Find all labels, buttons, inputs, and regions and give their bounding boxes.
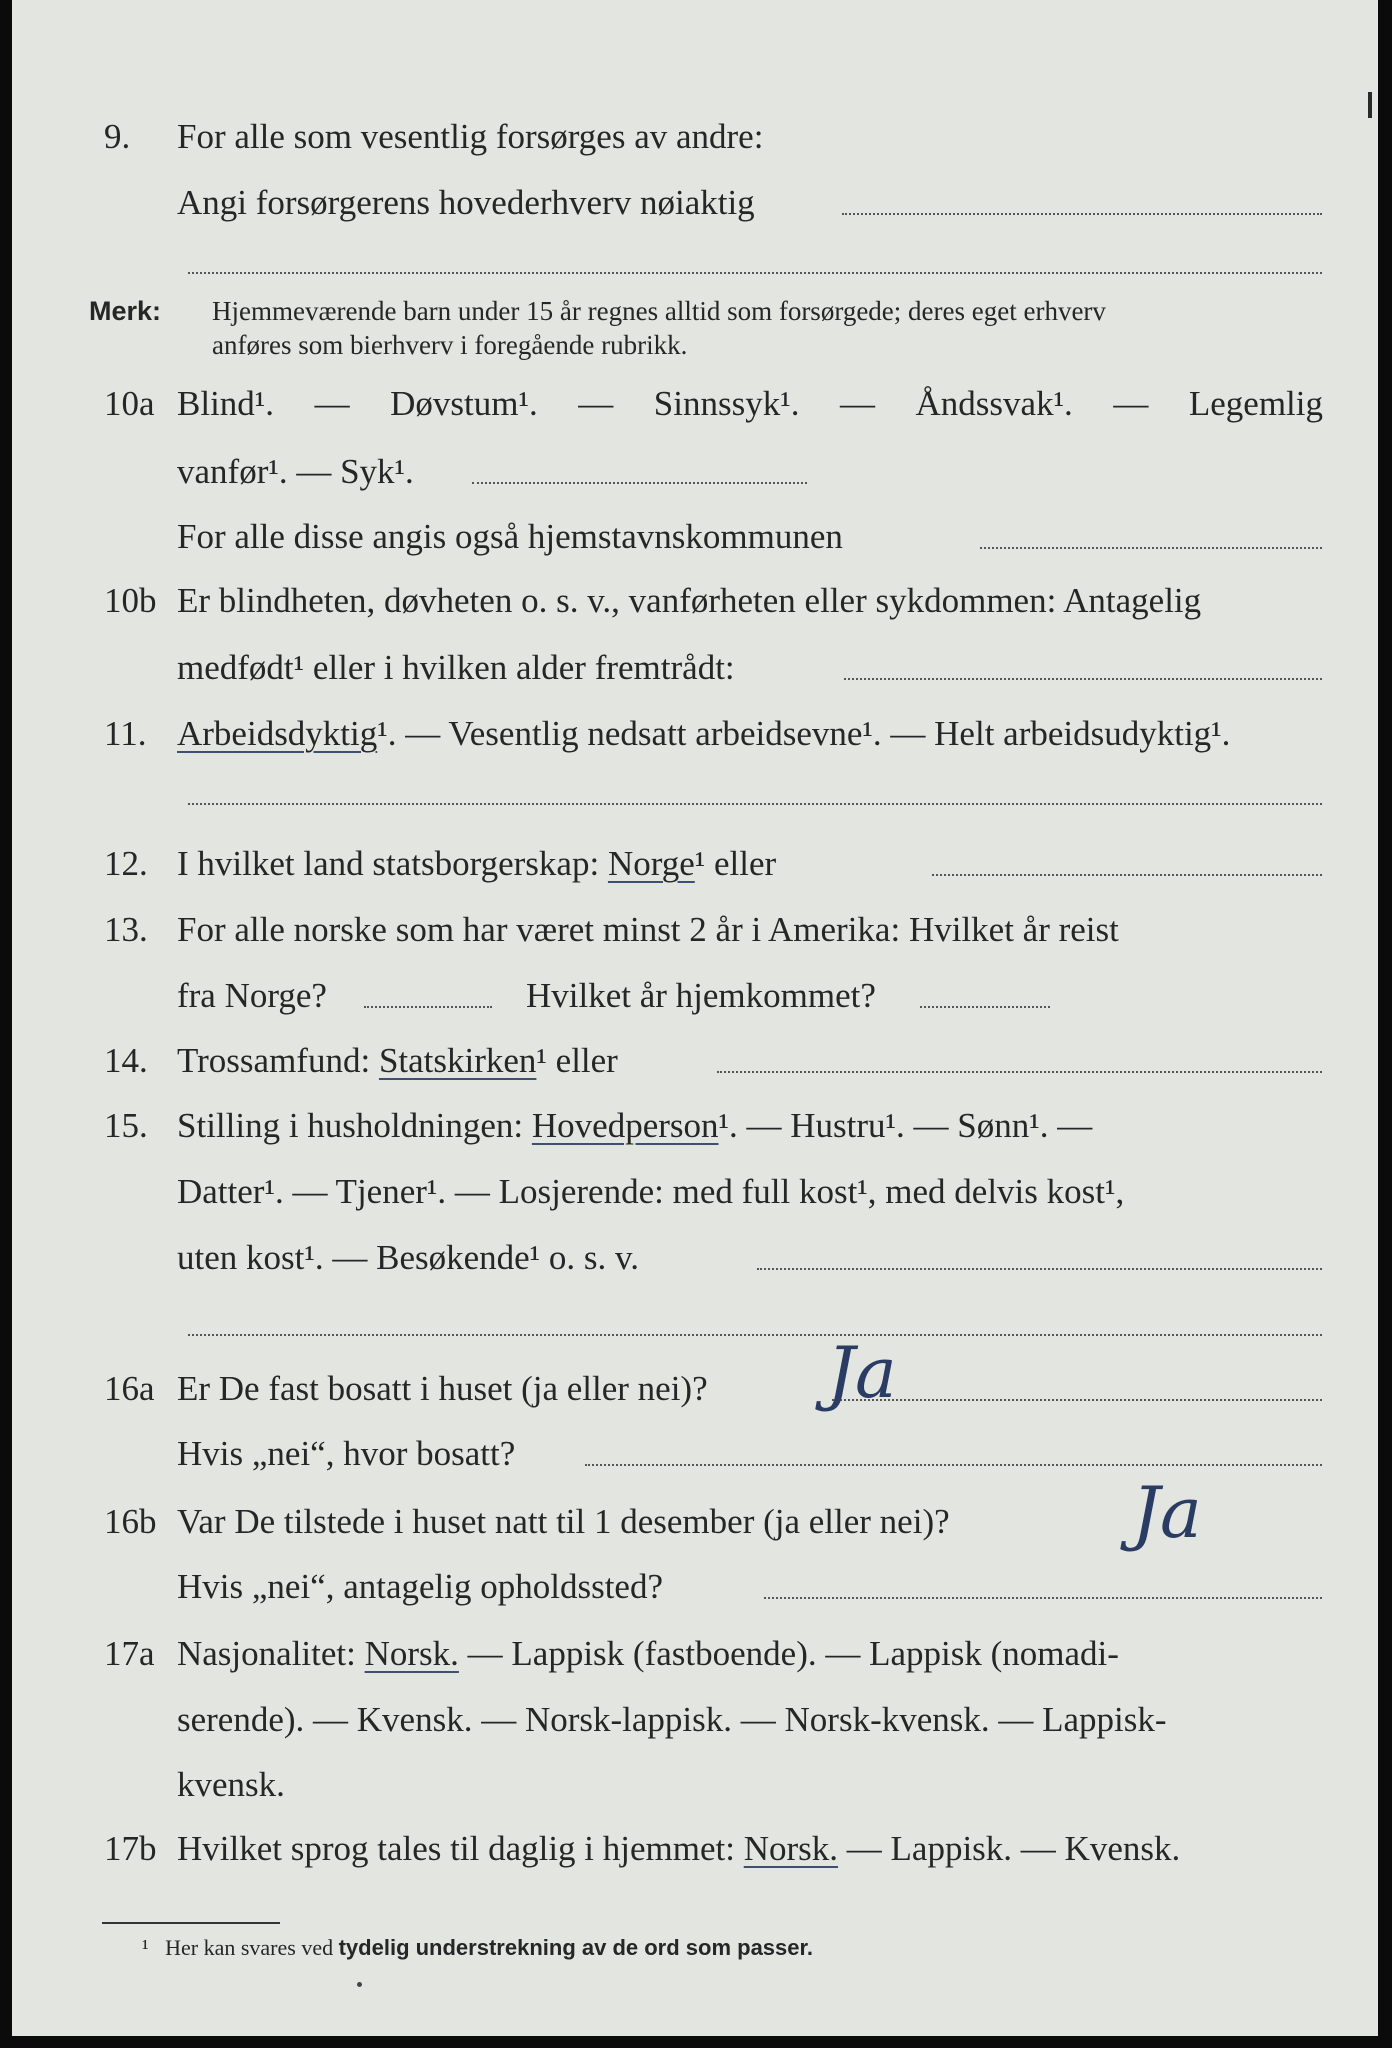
- question-number: 16a: [104, 1369, 155, 1408]
- answer-line[interactable]: [188, 1334, 1322, 1336]
- question-text: Hvis „nei“, antagelig opholdssted?: [177, 1567, 663, 1606]
- question-text: Arbeidsdyktig¹. — Vesentlig nedsatt arbeidsevne¹. — Helt arbeidsudyktig¹.: [177, 714, 1231, 753]
- question-text: fra Norge?: [177, 976, 327, 1015]
- question-text: Nasjonalitet: Norsk. — Lappisk (fastboende). — Lappisk (nomadi-: [177, 1634, 1119, 1673]
- question-number: 17a: [104, 1634, 155, 1673]
- answer-line[interactable]: [920, 1006, 1050, 1008]
- underlined-answer[interactable]: Norsk.: [364, 1634, 459, 1673]
- question-text: Datter¹. — Tjener¹. — Losjerende: med full kost¹, med delvis kost¹,: [177, 1172, 1125, 1211]
- answer-line[interactable]: [757, 1268, 1322, 1270]
- question-text: Er blindheten, døvheten o. s. v., vanførheten eller sykdommen: Antagelig: [177, 581, 1202, 620]
- question-text: For alle disse angis også hjemstavnskommunen: [177, 517, 843, 556]
- question-text: uten kost¹. — Besøkende¹ o. s. v.: [177, 1238, 640, 1277]
- question-text: vanfør¹. — Syk¹.: [177, 452, 414, 491]
- answer-line[interactable]: [980, 547, 1322, 549]
- footnote-text: Her kan svares ved: [165, 1935, 334, 1960]
- question-number: 12.: [104, 844, 148, 883]
- question-number: 16b: [104, 1502, 157, 1541]
- edge-mark: [1368, 92, 1372, 118]
- dash: —: [839, 384, 875, 423]
- dash: —: [314, 384, 350, 423]
- underlined-answer[interactable]: Arbeidsdyktig: [177, 714, 378, 753]
- question-text: serende). — Kvensk. — Norsk-lappisk. — Norsk-kvensk. — Lappisk-: [177, 1700, 1167, 1739]
- question-number: 17b: [104, 1829, 157, 1868]
- underlined-answer[interactable]: Hovedperson: [531, 1106, 719, 1145]
- question-number: 11.: [104, 714, 147, 753]
- question-number: 10a: [104, 384, 155, 423]
- answer-line[interactable]: [932, 874, 1322, 876]
- footnote-mark: ¹: [142, 1935, 149, 1960]
- handwritten-answer: Ja: [827, 1332, 897, 1414]
- option-blind[interactable]: Blind¹.: [177, 384, 275, 423]
- dash: —: [578, 384, 614, 423]
- question-text: Var De tilstede i huset natt til 1 desember (ja eller nei)?: [177, 1502, 950, 1541]
- underlined-answer[interactable]: Statskirken: [378, 1041, 537, 1080]
- answer-line[interactable]: [764, 1597, 1322, 1599]
- answer-line[interactable]: [188, 272, 1322, 274]
- option-andssvak[interactable]: Åndssvak¹.: [915, 384, 1073, 423]
- note-text: Hjemmeværende barn under 15 år regnes alltid som forsørgede; deres eget erhverv: [212, 296, 1106, 326]
- question-number: 14.: [104, 1041, 148, 1080]
- underlined-answer[interactable]: Norge: [607, 844, 695, 883]
- question-text: For alle norske som har været minst 2 år i Amerika: Hvilket år reist: [177, 910, 1119, 949]
- question-number: 15.: [104, 1106, 148, 1145]
- answer-line[interactable]: [842, 213, 1322, 215]
- question-text: Er De fast bosatt i huset (ja eller nei)?: [177, 1369, 708, 1408]
- handwritten-answer: Ja: [1132, 1472, 1202, 1554]
- footnote-rule: [102, 1922, 280, 1924]
- dash: —: [1113, 384, 1149, 423]
- answer-line[interactable]: [188, 803, 1322, 805]
- option-sinnssyk[interactable]: Sinnssyk¹.: [653, 384, 800, 423]
- note-label: Merk:: [89, 296, 162, 326]
- question-number: 10b: [104, 581, 157, 620]
- question-text: I hvilket land statsborgerskap: Norge¹ eller: [177, 844, 777, 883]
- question-text: Hvilket år hjemkommet?: [526, 976, 876, 1015]
- question-text: kvensk.: [177, 1765, 285, 1804]
- answer-line[interactable]: [585, 1464, 1322, 1466]
- question-text: Hvis „nei“, hvor bosatt?: [177, 1434, 516, 1473]
- option-dovstum[interactable]: Døvstum¹.: [390, 384, 538, 423]
- question-text: Trossamfund: Statskirken¹ eller: [177, 1041, 618, 1080]
- footnote: [142, 1934, 813, 1962]
- ink-speck: [357, 1982, 362, 1987]
- question-text: Stilling i husholdningen: Hovedperson¹. — Hustru¹. — Sønn¹. —: [177, 1106, 1093, 1145]
- footnote-emphasis: tydelig understrekning av de ord som passer.: [338, 1935, 813, 1960]
- answer-line[interactable]: [844, 678, 1322, 680]
- question-text: [177, 384, 1323, 424]
- note-text: anføres som bierhverv i foregående rubrikk.: [212, 330, 688, 360]
- underlined-answer[interactable]: Norsk.: [743, 1829, 839, 1868]
- option-legemlig[interactable]: Legemlig: [1188, 384, 1323, 423]
- question-text: For alle som vesentlig forsørges av andre:: [177, 117, 764, 156]
- question-number: 9.: [104, 117, 131, 156]
- answer-line[interactable]: [832, 1399, 1322, 1401]
- answer-line[interactable]: [472, 482, 807, 484]
- census-form-page: [12, 0, 1378, 2036]
- question-text: medfødt¹ eller i hvilken alder fremtrådt:: [177, 648, 735, 687]
- question-text: Angi forsørgerens hovederhverv nøiaktig: [177, 183, 755, 222]
- answer-line[interactable]: [364, 1006, 492, 1008]
- answer-line[interactable]: [717, 1071, 1322, 1073]
- question-number: 13.: [104, 910, 148, 949]
- question-text: Hvilket sprog tales til daglig i hjemmet: Norsk. — Lappisk. — Kvensk.: [177, 1829, 1181, 1868]
